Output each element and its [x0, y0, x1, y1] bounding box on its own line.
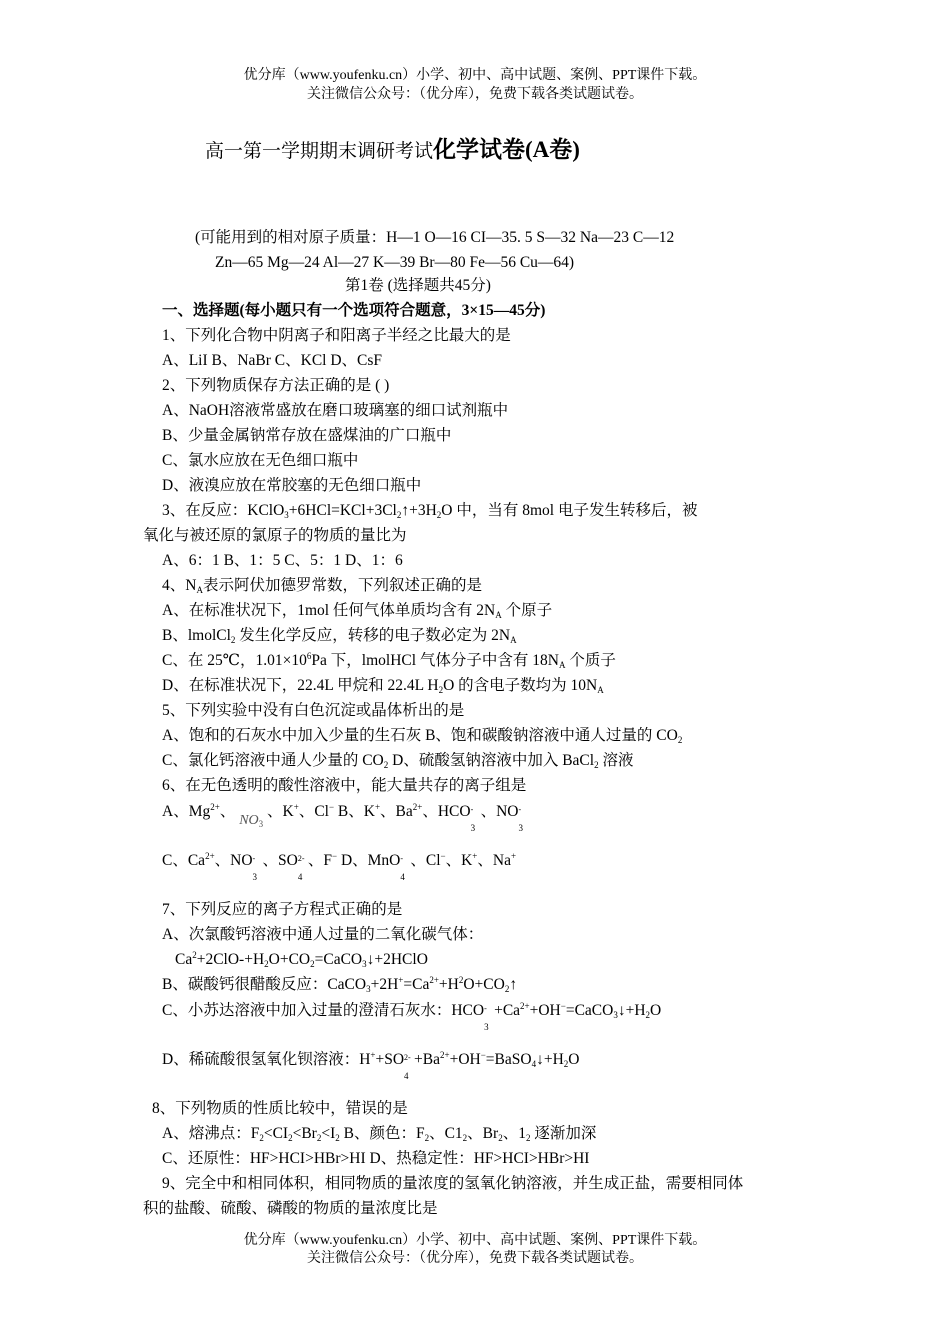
- q2-option-c: C、氯水应放在无色细口瓶中: [162, 452, 359, 469]
- q8-stem: 8、下列物质的性质比较中，错误的是: [152, 1100, 408, 1117]
- page-title: [205, 135, 580, 167]
- q8-options-cd: C、还原性：HF>HCI>HBr>HI D、热稳定性：HF>HCI>HBr>HI: [162, 1150, 590, 1167]
- q3-stem: 3、在反应：$KClO_3+6HCl=KCl+3Cl_2↑+3H_2O$ 中，当有 8mol 电子发生转移后，被: [162, 502, 698, 520]
- q2-option-a: A、NaOH溶液常盛放在磨口玻璃塞的细口试剂瓶中: [162, 402, 509, 419]
- q5-options-ab: A、饱和的石灰水中加入少量的生石灰 B、饱和碳酸钠溶液中通人过量的 $CO_2$: [162, 727, 683, 745]
- footer-line-2: 关注微信公众号：（优分库），免费下载各类试题试卷。: [307, 1251, 643, 1266]
- q4-option-a: A、在标准状况下，1mol 任何气体单质均含有 $2N_A$ 个原子: [162, 602, 553, 620]
- q6-options-cd: C、$Ca^{2+}$、NO - 3 、SO 2- 4 、F− D、MnO - 4 、Cl−、K+、Na+: [162, 851, 517, 883]
- header-line-1: 优分库（www.youfenku.cn）小学、初中、高中试题、案例、PPT课件下载。: [243, 68, 707, 83]
- q4-option-b: B、lmolCl$_2$ 发生化学反应，转移的电子数必定为 $2N_A$: [162, 627, 517, 645]
- q9-stem: 9、完全中和相同体积，相同物质的量浓度的氢氧化钠溶液，并生成正盐，需要相同体: [162, 1175, 744, 1192]
- section-heading: 一、选择题(每小题只有一个选项符合题意，3×15—45分): [162, 302, 546, 319]
- footer-line-1: 优分库（www.youfenku.cn）小学、初中、高中试题、案例、PPT课件下载。: [243, 1233, 707, 1248]
- q1-options: A、LiI B、NaBr C、KCl D、CsF: [162, 352, 383, 369]
- q2-option-d: D、液溴应放在常胶塞的无色细口瓶中: [162, 477, 422, 494]
- q7-option-a-equation: $Ca^2+2ClO-+H_2O+CO_2=CaCO_3↓+2HClO$: [175, 950, 428, 969]
- q6-options-ab: A、$Mg^{2+}$、 $NO_3$ 、K+、Cl− B、K+、$Ba^{2+}$、HCO - 3 、NO - 3: [162, 802, 523, 834]
- q5-stem: 5、下列实验中没有白色沉淀或晶体析出的是: [162, 702, 465, 719]
- q4-option-d: D、在标准状况下，22.4L 甲烷和 22.4L $H_2O$ 的含电子数均为 $10N_A$: [162, 677, 604, 695]
- q7-option-d: D、稀硫酸很氢氧化钡溶液：H++SO 2- 4 $+Ba^{2+}+OH^-=BaSO_4↓+H_2O$: [162, 1050, 580, 1082]
- q8-options-ab: A、熔沸点：$F_2<CI_2<Br_2<I_2$ B、颜色：$F_2$、$C1_2$、$Br_2$、$1_2$ 逐渐加深: [162, 1125, 597, 1143]
- q3-options: A、6：1 B、1：5 C、5：1 D、1：6: [162, 552, 403, 569]
- q5-options-cd: C、氯化钙溶液中通人少量的 $CO_2$ D、硫酸氢钠溶液中加入 BaCl$_2$ 溶液: [162, 752, 634, 770]
- volume-heading: 第1卷 (选择题共45分): [345, 277, 491, 294]
- q2-stem: 2、下列物质保存方法正确的是 ( ): [162, 377, 390, 394]
- q7-stem: 7、下列反应的离子方程式正确的是: [162, 901, 403, 918]
- q6-stem: 6、在无色透明的酸性溶液中，能大量共存的离子组是: [162, 777, 527, 794]
- q7-option-b: B、碳酸钙很醋酸反应：$CaCO_3+2H^+=Ca^{2+}+H^2O+CO_2↑$: [162, 975, 518, 994]
- atomic-masses-line-2: Zn—65 Mg—24 Al—27 K—39 Br—80 Fe—56 Cu—64): [215, 254, 575, 271]
- q4-stem: 4、$N_A$表示阿伏加德罗常数，下列叙述正确的是: [162, 577, 482, 595]
- header-line-2: 关注微信公众号：（优分库），免费下载各类试题试卷。: [307, 87, 643, 102]
- atomic-masses-line-1: (可能用到的相对原子质量：H—1 O—16 CI—35. 5 S—32 Na—23 C—12: [195, 229, 675, 246]
- q7-option-c: C、小苏达溶液中加入过量的澄清石灰水：HCO - 3 $+Ca^{2+}+OH^-=CaCO_3↓+H_2O$: [162, 1001, 662, 1033]
- no3-formula-image: $NO_3$: [239, 813, 264, 829]
- q4-option-c: C、在 25℃，$1.01\times 10^6Pa$ 下，lmolHCl 气体分子中含有 $18N_A$ 个质子: [162, 651, 616, 670]
- q3-stem-cont: 氧化与被还原的氯原子的物质的量比为: [143, 527, 407, 544]
- q1-stem: 1、下列化合物中阴离子和阳离子半经之比最大的是: [162, 327, 511, 344]
- q2-option-b: B、少量金属钠常存放在盛煤油的广口瓶中: [162, 427, 452, 444]
- q7-option-a: A、次氯酸钙溶液中通人过量的二氧化碳气体：: [162, 926, 484, 943]
- q4-stem-tail: 表示阿伏加德罗常数，下列叙述正确的是: [202, 577, 482, 594]
- title-main: 化学试卷(A卷): [433, 137, 580, 162]
- title-prefix: 高一第一学期期末调研考试: [205, 141, 434, 162]
- q9-stem-cont: 积的盐酸、硫酸、磷酸的物质的量浓度比是: [143, 1200, 438, 1217]
